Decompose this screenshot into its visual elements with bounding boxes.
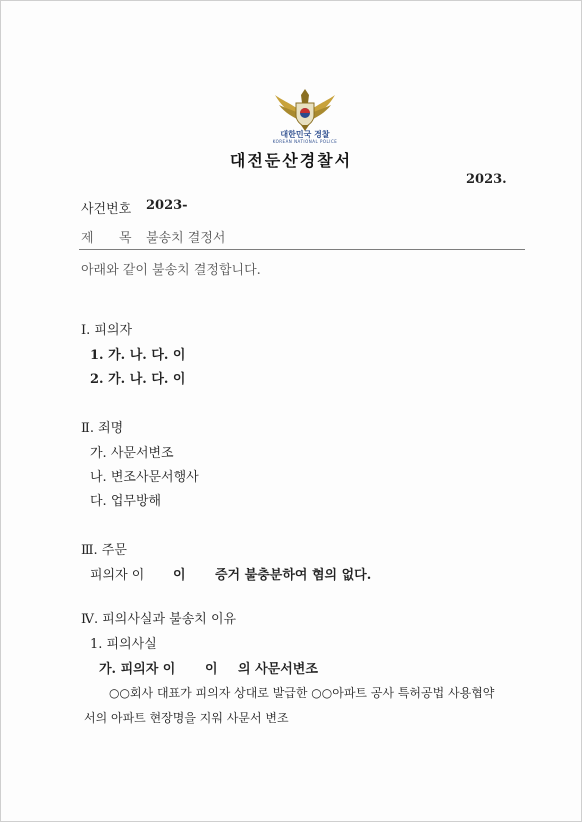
facts-body-line: 서의 아파트 현장명을 지워 사문서 변조 [84,711,289,725]
charge-item: 다. 업무방해 [90,494,162,509]
charge-item: 가. 사문서변조 [90,446,174,461]
order-line-prefix: 피의자 이 [90,568,145,583]
charge-item: 나. 변조사문서행사 [90,470,199,485]
page-title: 대전둔산경찰서 [229,151,353,170]
logo-text: 대한민국 경찰 [280,130,330,139]
order-line-suffix: 증거 불충분하여 혐의 없다. [215,568,372,583]
facts-body-line: ○○회사 대표가 피의자 상대로 발급한 ○○아파트 공사 특허공법 사용협약 [109,686,495,700]
case-number-label: 사건번호 [81,202,132,217]
document-date: 2023. [466,172,507,187]
logo-subtext: KOREAN NATIONAL POLICE [272,139,338,144]
section-facts-heading: Ⅳ. 피의사실과 불송치 이유 [81,612,237,627]
intro-text: 아래와 같이 불송치 결정합니다. [81,263,261,278]
order-line-mid: 이 [173,568,186,583]
suspect-item: 1. 가. 나. 다. 이 [90,348,186,363]
facts-item-mid: 이 [205,662,218,677]
section-suspect-heading: Ⅰ. 피의자 [81,323,133,338]
subject-label-1: 제 [81,231,94,246]
subject-value: 불송치 결정서 [146,231,226,246]
subject-label-2: 목 [119,231,132,246]
facts-item-prefix: 가. 피의자 이 [99,662,176,677]
section-charge-heading: Ⅱ. 죄명 [81,421,124,436]
case-number-value: 2023- [146,198,188,213]
facts-item-suffix: 의 사문서변조 [238,662,318,677]
section-order-heading: Ⅲ. 주문 [81,543,127,558]
header-divider [79,249,525,250]
facts-subheading: 1. 피의사실 [90,637,157,652]
suspect-item: 2. 가. 나. 다. 이 [90,372,186,387]
